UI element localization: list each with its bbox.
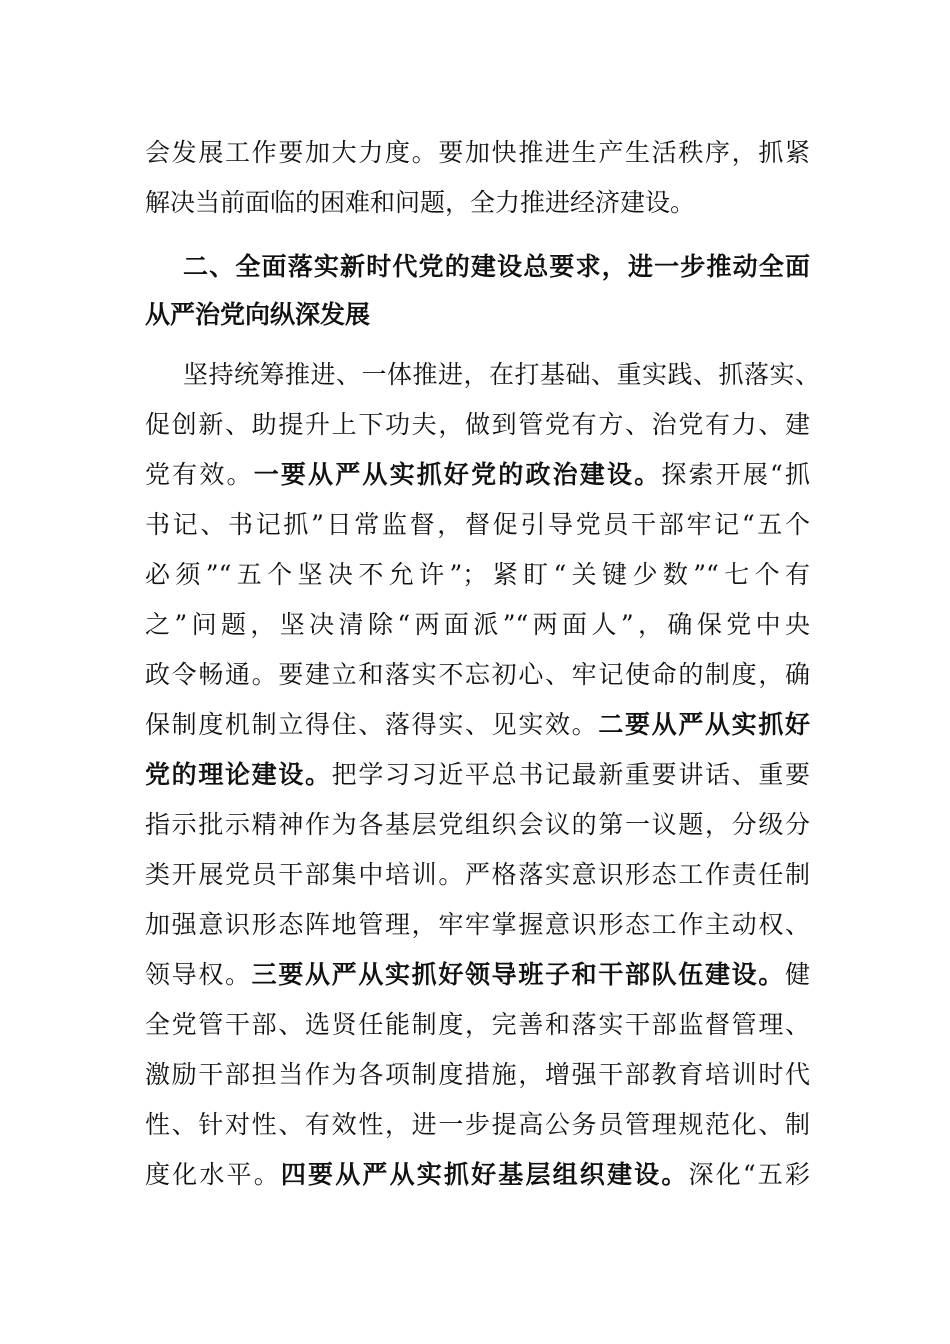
body-text-line bbox=[145, 600, 810, 650]
text-run: 政令畅通。要建立和落实不忘初心、牢记使命的制度，确 bbox=[145, 660, 810, 689]
text-run: 健 bbox=[784, 960, 810, 989]
body-text-line bbox=[145, 1000, 810, 1050]
text-run: 之”问题，坚决清除“两面派”“两面人”，确保党中央 bbox=[145, 610, 810, 639]
section-heading-line bbox=[183, 242, 810, 292]
body-text-line bbox=[145, 178, 810, 228]
body-text-line bbox=[145, 700, 810, 750]
text-run: 指示批示精神作为各基层党组织会议的第一议题，分级分 bbox=[145, 810, 810, 839]
body-text-line bbox=[145, 450, 810, 500]
heading-text: 从严治党向纵深发展 bbox=[145, 300, 371, 329]
text-run: 激励干部担当作为各项制度措施，增强干部教育培训时代 bbox=[145, 1060, 810, 1089]
body-text-line bbox=[145, 850, 810, 900]
text-run: 保制度机制立得住、落得实、见实效。 bbox=[145, 710, 599, 739]
text-run: 探索开展“抓 bbox=[661, 460, 810, 489]
body-text-line bbox=[145, 800, 810, 850]
text-run: 深化“五彩 bbox=[688, 1160, 810, 1189]
body-text-line bbox=[145, 950, 810, 1000]
bold-text-run: 党的理论建设。 bbox=[145, 760, 332, 789]
text-run: 领导权。 bbox=[145, 960, 252, 989]
text-run: 党有效。 bbox=[145, 460, 254, 489]
bold-text-run: 一要从严从实抓好党的政治建设。 bbox=[253, 460, 662, 489]
heading-text: 二、全面落实新时代党的建设总要求，进一步推动全面 bbox=[183, 252, 810, 281]
text-run: 加强意识形态阵地管理，牢牢掌握意识形态工作主动权、 bbox=[145, 910, 810, 939]
body-text-line bbox=[145, 500, 810, 550]
bold-text-run: 三要从严从实抓好领导班子和干部队伍建设。 bbox=[251, 960, 785, 989]
body-text-line bbox=[145, 1050, 810, 1100]
text-run: 把学习习近平总书记最新重要讲话、重要 bbox=[331, 760, 810, 789]
text-run: 性、针对性、有效性，进一步提高公务员管理规范化、制 bbox=[145, 1110, 810, 1139]
text-run: 必须”“五个坚决不允许”；紧盯“关键少数”“七个有 bbox=[145, 560, 810, 589]
body-text-line bbox=[145, 1100, 810, 1150]
text-run: 促创新、助提升上下功夫，做到管党有方、治党有力、建 bbox=[145, 410, 810, 439]
text-run: 坚持统筹推进、一体推进，在打基础、重实践、抓落实、 bbox=[183, 360, 820, 389]
body-text-line bbox=[145, 750, 810, 800]
body-text-line bbox=[183, 350, 820, 400]
text-run: 会发展工作要加大力度。要加快推进生产生活秩序，抓紧 bbox=[145, 138, 810, 167]
body-text-line bbox=[145, 900, 810, 950]
body-text-line bbox=[145, 550, 810, 600]
text-run: 书记、书记抓”日常监督，督促引导党员干部牢记“五个 bbox=[145, 510, 810, 539]
bold-text-run: 二要从严从实抓好 bbox=[598, 710, 810, 739]
body-text-line bbox=[145, 128, 810, 178]
text-run: 全党管干部、选贤任能制度，完善和落实干部监督管理、 bbox=[145, 1010, 810, 1039]
text-run: 解决当前面临的困难和问题，全力推进经济建设。 bbox=[145, 188, 696, 217]
body-text-line bbox=[145, 1150, 810, 1200]
bold-text-run: 四要从严从实抓好基层组织建设。 bbox=[280, 1160, 689, 1189]
body-text-line bbox=[145, 650, 810, 700]
text-run: 类开展党员干部集中培训。严格落实意识形态工作责任制 bbox=[145, 860, 810, 889]
section-heading-line bbox=[145, 290, 810, 340]
body-text-line bbox=[145, 400, 810, 450]
text-run: 度化水平。 bbox=[145, 1160, 281, 1189]
